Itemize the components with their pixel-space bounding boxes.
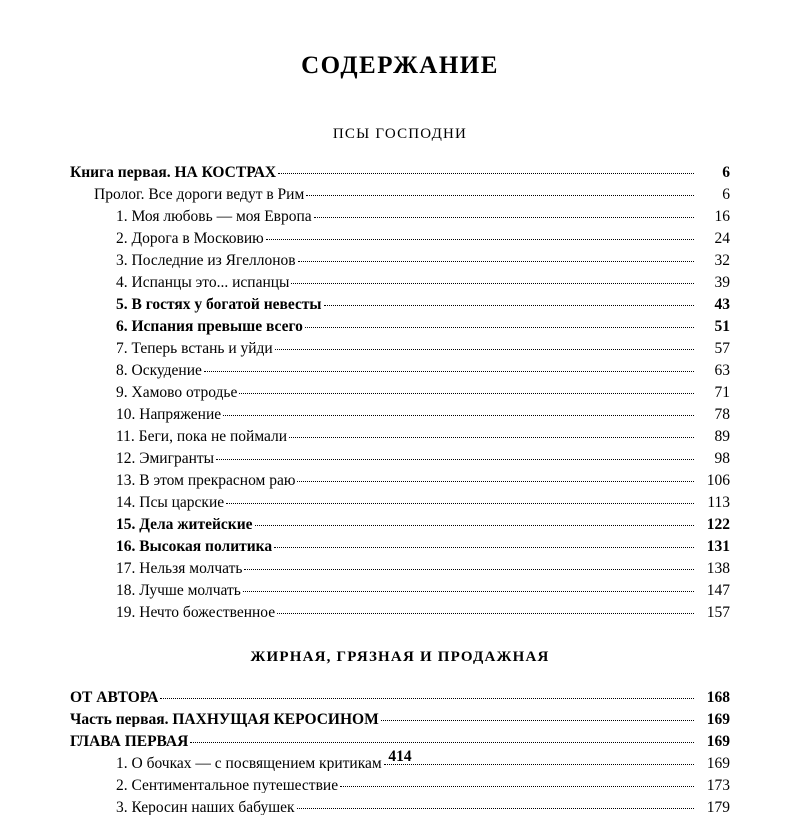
toc-entry-label: Пролог. Все дороги ведут в Рим: [94, 187, 305, 203]
toc-entry[interactable]: [70, 385, 730, 401]
toc-entry-label: 3. Последние из Ягеллонов: [116, 253, 296, 269]
section-heading: ПСЫ ГОСПОДНИ: [332, 126, 468, 142]
toc-leader-dots: [266, 239, 694, 240]
toc-leader-dots: [244, 569, 694, 570]
toc-leader-dots: [275, 349, 694, 350]
toc-entry[interactable]: [70, 690, 730, 706]
page-number: 414: [388, 748, 412, 765]
toc-entry-label: 19. Нечто божественное: [116, 605, 276, 621]
toc-entry[interactable]: [70, 539, 730, 555]
toc-entry-label: ГЛАВА ПЕРВАЯ: [70, 733, 189, 749]
toc-entry-label: 18. Лучше молчать: [116, 583, 241, 599]
toc-entry[interactable]: [70, 187, 730, 203]
toc-entry[interactable]: [70, 734, 730, 750]
toc-leader-dots: [226, 503, 694, 504]
toc-entry[interactable]: [70, 778, 730, 794]
toc-entry-label: 10. Напряжение: [116, 407, 222, 423]
toc-entry[interactable]: [70, 712, 730, 728]
toc-entry-label: 2. Сентиментальное путешествие: [116, 777, 339, 793]
toc-entry-page: 168: [706, 688, 730, 706]
toc-leader-dots: [289, 437, 694, 438]
toc-entry-label: 1. Моя любовь — моя Европа: [116, 209, 312, 225]
toc-leader-dots: [297, 808, 694, 809]
toc-leader-dots: [297, 481, 694, 482]
toc-entry-page: 169: [706, 710, 730, 728]
toc-leader-dots: [324, 305, 694, 306]
toc-leader-dots: [305, 327, 694, 328]
toc-entry-page: 6: [722, 186, 730, 203]
toc-entry-page: 98: [714, 450, 730, 467]
toc-entry-label: 12. Эмигранты: [116, 451, 215, 467]
toc-entry-label: 5. В гостях у богатой невесты: [116, 297, 322, 313]
toc-leader-dots: [306, 195, 694, 196]
toc-entry-page: 131: [706, 538, 730, 555]
toc-entry-label: 17. Нельзя молчать: [116, 561, 243, 577]
toc-entry[interactable]: [70, 473, 730, 489]
toc-leader-dots: [239, 393, 694, 394]
toc-entry-page: 89: [714, 428, 730, 445]
toc-leader-dots: [298, 261, 694, 262]
toc-entry-label: 16. Высокая политика: [116, 539, 273, 555]
toc-entry[interactable]: [70, 800, 730, 816]
toc-entry-page: 39: [714, 274, 730, 291]
toc-leader-dots: [243, 591, 694, 592]
toc-entry[interactable]: [70, 341, 730, 357]
toc-entry-label: 9. Хамово отродье: [116, 385, 238, 401]
toc-entry-label: Часть первая. ПАХНУЩАЯ КЕРОСИНОМ: [70, 711, 379, 727]
toc-entry[interactable]: [70, 451, 730, 467]
toc-entry-page: 122: [706, 516, 730, 533]
toc-entry-label: 15. Дела житейские: [116, 517, 253, 533]
toc-entry[interactable]: [70, 165, 730, 181]
toc-entry-label: 2. Дорога в Московию: [116, 231, 264, 247]
table-of-contents: [70, 126, 730, 815]
toc-entry-page: 78: [714, 406, 730, 423]
toc-entry-page: 173: [706, 776, 730, 794]
toc-entry-label: 14. Псы царские: [116, 495, 225, 511]
toc-entry[interactable]: [70, 561, 730, 577]
toc-entry-label: 7. Теперь встань и уйди: [116, 341, 273, 357]
toc-entry-page: 157: [706, 604, 730, 621]
toc-entry-page: 6: [722, 164, 730, 181]
toc-leader-dots: [255, 525, 694, 526]
toc-entry-label: 8. Оскудение: [116, 363, 202, 379]
toc-entry-page: 147: [706, 582, 730, 599]
toc-entry-page: 43: [714, 296, 730, 313]
toc-leader-dots: [204, 371, 694, 372]
toc-entry-page: 71: [714, 384, 730, 401]
toc-entry[interactable]: [70, 209, 730, 225]
toc-entry-label: 11. Беги, пока не поймали: [116, 429, 288, 445]
toc-entry[interactable]: [70, 297, 730, 313]
toc-entry[interactable]: [70, 319, 730, 335]
toc-entry[interactable]: [70, 407, 730, 423]
toc-leader-dots: [291, 283, 694, 284]
toc-leader-dots: [314, 217, 694, 218]
toc-entry[interactable]: [70, 605, 730, 621]
section-heading: ЖИРНАЯ, ГРЯЗНАЯ И ПРОДАЖНАЯ: [250, 648, 550, 665]
toc-entry-page: 113: [707, 494, 730, 511]
toc-leader-dots: [216, 459, 694, 460]
toc-leader-dots: [190, 742, 694, 743]
toc-entry-page: 57: [714, 340, 730, 357]
toc-entry-page: 63: [714, 362, 730, 379]
toc-entry-page: 138: [706, 560, 730, 577]
toc-entry-label: 1. О бочках — с посвящением критикам: [116, 755, 382, 771]
toc-entry[interactable]: [70, 363, 730, 379]
toc-leader-dots: [340, 786, 694, 787]
toc-entry-page: 24: [714, 230, 730, 247]
toc-entry-label: ОТ АВТОРА: [70, 689, 159, 705]
toc-entry[interactable]: [70, 253, 730, 269]
toc-entry[interactable]: [70, 517, 730, 533]
toc-leader-dots: [277, 613, 694, 614]
toc-leader-dots: [223, 415, 694, 416]
toc-entry[interactable]: [70, 495, 730, 511]
toc-entry-label: Книга первая. НА КОСТРАХ: [70, 165, 277, 181]
toc-entry[interactable]: [70, 429, 730, 445]
toc-entry-page: 169: [706, 754, 730, 772]
toc-entry-page: 51: [714, 318, 730, 335]
page-title: СОДЕРЖАНИЕ: [301, 52, 499, 79]
toc-entry[interactable]: [70, 231, 730, 247]
toc-entry-page: 32: [714, 252, 730, 269]
toc-entry-page: 179: [706, 798, 730, 816]
toc-entry-label: 6. Испания превыше всего: [116, 319, 303, 335]
toc-entry-page: 169: [706, 732, 730, 750]
toc-entry-page: 16: [714, 208, 730, 225]
toc-entry-label: 4. Испанцы это... испанцы: [116, 275, 290, 291]
toc-entry[interactable]: [70, 275, 730, 291]
toc-entry[interactable]: [70, 583, 730, 599]
toc-leader-dots: [278, 173, 694, 174]
toc-entry-label: 3. Керосин наших бабушек: [116, 799, 295, 815]
toc-entry-page: 106: [706, 472, 730, 489]
toc-leader-dots: [381, 720, 694, 721]
toc-entry-label: 13. В этом прекрасном раю: [116, 473, 296, 489]
toc-leader-dots: [160, 698, 694, 699]
toc-leader-dots: [274, 547, 694, 548]
